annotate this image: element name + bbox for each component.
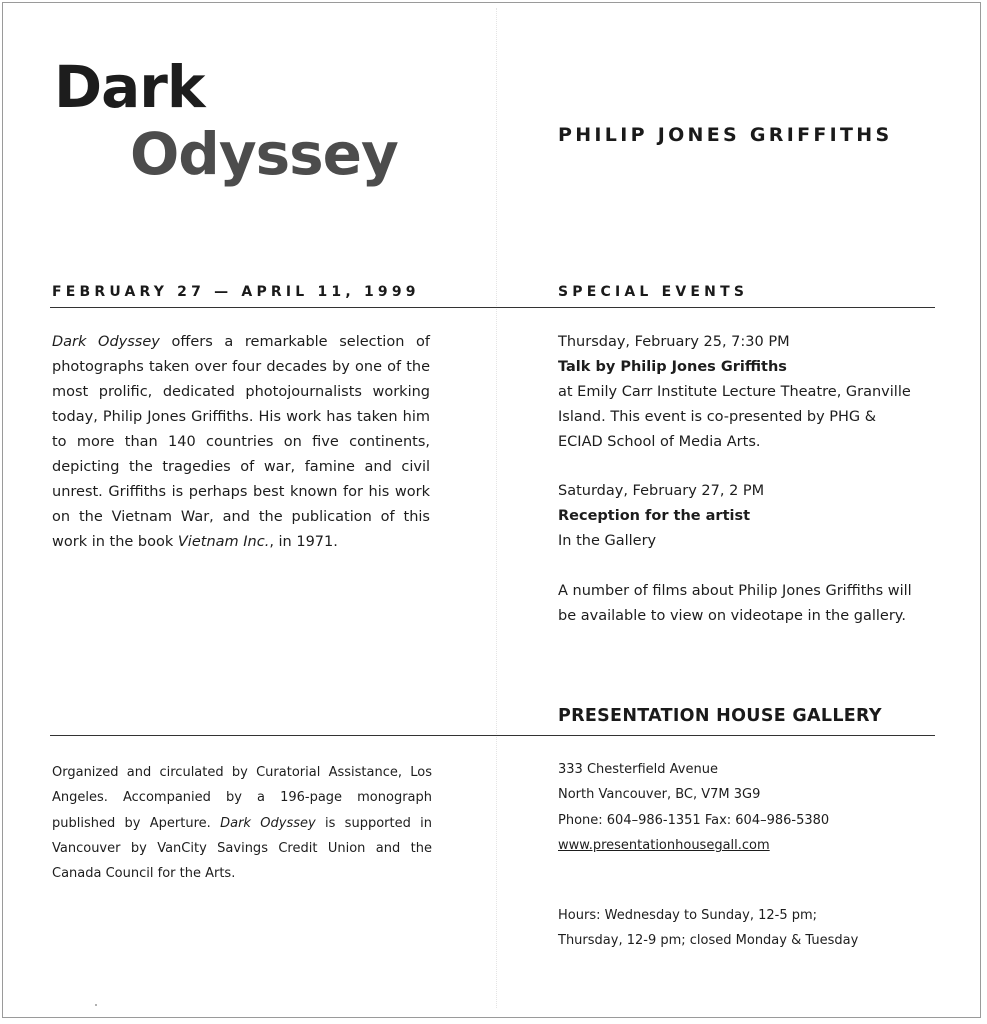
credits-text-1: Organized and circulated by Curatorial Assistance, Los Angeles. Accompanied by a 196-page monograph published by Aperture. [52,765,432,831]
credits-text [52,760,432,886]
event-date: Saturday, February 27, 2 PM [558,483,765,499]
website-link[interactable]: www.presentationhousegall.com [558,837,770,853]
event-reception [558,479,938,554]
phone-fax: Phone: 604–986-1351 Fax: 604–986-5380 [558,812,830,828]
films-note-line: be available to view on videotape in the gallery. [558,608,906,624]
description-text-2: , in 1971. [269,534,338,550]
films-note-line: A number of films about Philip Jones Griffiths will [558,583,912,599]
credits-text-2: is supported in Vancouver by VanCity Savings Credit Union and the Canada Council for the Arts. [52,815,432,882]
gallery-name: PRESENTATION HOUSE GALLERY [558,706,882,726]
artist-name: PHILIP JONES GRIFFITHS [558,124,893,146]
event-detail: In the Gallery [558,533,657,549]
special-events-heading: SPECIAL EVENTS [558,284,749,300]
event-detail: Island. This event is co-presented by PHG & [558,409,877,425]
event-talk [558,330,938,455]
exhibition-title-line-2: Odyssey [130,120,398,188]
event-name: Reception for the artist [558,508,751,524]
bottom-divider [50,735,935,736]
exhibition-dates: FEBRUARY 27 — APRIL 11, 1999 [52,284,420,300]
gallery-address [558,757,829,858]
address-city: North Vancouver, BC, V7M 3G9 [558,787,761,803]
gallery-hours [558,903,858,954]
top-divider [50,307,935,308]
fold-line [496,8,497,1008]
films-note [558,579,938,629]
exhibition-title-line-1: Dark [54,53,205,121]
scan-speck [95,1004,97,1006]
exhibition-description [52,330,430,555]
description-title: Dark Odyssey [52,334,160,350]
event-detail: at Emily Carr Institute Lecture Theatre, Granville [558,384,911,400]
description-text-1: offers a remarkable selection of photographs taken over four decades by one of the most prolific, dedicated photojournalists working today, Philip Jones Griffiths. His work has taken him to more than 140 countries on five continents, depicting the tragedies of war, famine and civil unrest. Griffiths is perhaps best known for his work on the Vietnam War, and the publication of this work in the book [52,334,430,550]
event-name: Talk by Philip Jones Griffiths [558,359,787,375]
hours-line: Hours: Wednesday to Sunday, 12-5 pm; [558,908,818,923]
event-detail: ECIAD School of Media Arts. [558,434,761,450]
address-street: 333 Chesterfield Avenue [558,762,718,777]
credits-title: Dark Odyssey [220,815,316,831]
description-book-title: Vietnam Inc. [177,534,270,550]
event-date: Thursday, February 25, 7:30 PM [558,334,790,350]
hours-line: Thursday, 12-9 pm; closed Monday & Tuesday [558,933,859,949]
